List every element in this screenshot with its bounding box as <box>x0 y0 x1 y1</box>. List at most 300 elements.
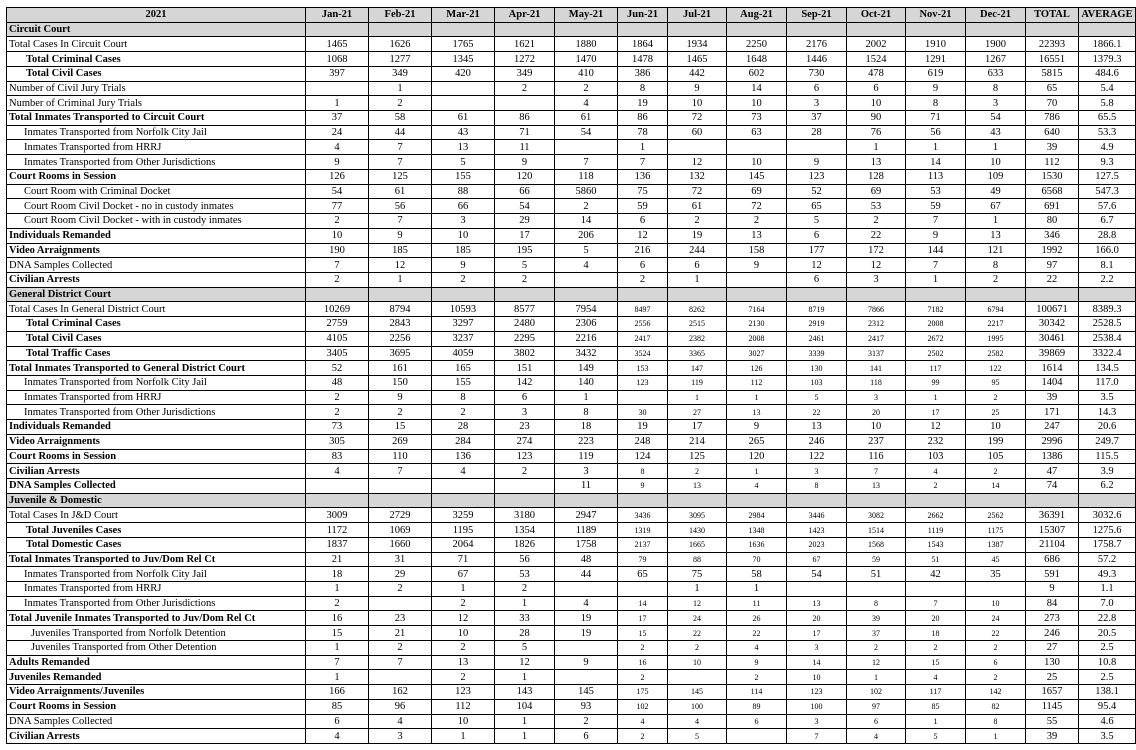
table-cell: 49 <box>966 184 1026 199</box>
table-cell <box>668 140 727 155</box>
table-cell: 3 <box>432 214 495 229</box>
table-cell: 52 <box>306 361 369 376</box>
table-cell: 3695 <box>369 346 432 361</box>
table-cell: 88 <box>668 552 727 567</box>
table-cell: 12 <box>495 655 555 670</box>
table-cell: 14 <box>787 655 847 670</box>
table-cell: 104 <box>495 699 555 714</box>
table-cell: 112 <box>1026 155 1079 170</box>
table-cell: 9 <box>727 655 787 670</box>
table-cell: 2 <box>306 596 369 611</box>
table-cell: 15 <box>618 626 668 641</box>
table-cell: 15 <box>369 420 432 435</box>
table-cell: 3137 <box>847 346 906 361</box>
table-cell: 1 <box>906 714 966 729</box>
section-title: Juvenile & Domestic <box>7 493 306 508</box>
table-cell: 1275.6 <box>1079 523 1136 538</box>
row-label: Court Rooms in Session <box>7 699 306 714</box>
column-header: Oct-21 <box>847 8 906 23</box>
table-cell <box>432 479 495 494</box>
table-cell: 1354 <box>495 523 555 538</box>
table-cell: 13 <box>847 155 906 170</box>
table-cell: 2984 <box>727 508 787 523</box>
table-cell: 2562 <box>966 508 1026 523</box>
table-cell: 52 <box>787 184 847 199</box>
table-cell: 145 <box>555 685 618 700</box>
table-cell: 177 <box>787 243 847 258</box>
table-cell <box>306 22 369 37</box>
row-label: Video Arraignments <box>7 243 306 258</box>
table-cell: 10 <box>727 155 787 170</box>
table-cell: 100 <box>668 699 727 714</box>
table-cell: 1 <box>432 582 495 597</box>
table-cell: 140 <box>555 375 618 390</box>
table-cell: 8 <box>787 479 847 494</box>
table-cell <box>906 493 966 508</box>
table-cell: 4059 <box>432 346 495 361</box>
table-cell: 22393 <box>1026 37 1079 52</box>
table-cell: 100671 <box>1026 302 1079 317</box>
table-cell: 8 <box>966 714 1026 729</box>
table-cell: 155 <box>432 375 495 390</box>
table-cell: 9 <box>1026 582 1079 597</box>
table-row <box>7 37 1136 52</box>
table-cell <box>966 582 1026 597</box>
table-cell: 1430 <box>668 523 727 538</box>
table-cell: 386 <box>618 66 668 81</box>
table-cell: 151 <box>495 361 555 376</box>
table-cell: 5860 <box>555 184 618 199</box>
table-cell <box>369 22 432 37</box>
table-cell: 247 <box>1026 420 1079 435</box>
table-row <box>7 96 1136 111</box>
table-row <box>7 375 1136 390</box>
table-cell: 17 <box>618 611 668 626</box>
row-label: Total Domestic Cases <box>7 537 306 552</box>
table-row <box>7 405 1136 420</box>
table-row <box>7 302 1136 317</box>
table-row <box>7 199 1136 214</box>
table-cell: 1880 <box>555 37 618 52</box>
table-cell: 55 <box>1026 714 1079 729</box>
table-cell: 28 <box>787 125 847 140</box>
table-cell: 102 <box>618 699 668 714</box>
table-cell: 17 <box>787 626 847 641</box>
table-cell: 3095 <box>668 508 727 523</box>
table-row <box>7 699 1136 714</box>
table-cell: 73 <box>306 420 369 435</box>
table-cell: 7 <box>306 655 369 670</box>
table-cell: 619 <box>906 66 966 81</box>
table-cell: 3432 <box>555 346 618 361</box>
column-header: Jun-21 <box>618 8 668 23</box>
table-cell: 3297 <box>432 317 495 332</box>
table-cell: 7 <box>555 155 618 170</box>
table-cell: 484.6 <box>1079 66 1136 81</box>
table-cell: 6 <box>618 214 668 229</box>
table-cell: 65 <box>787 199 847 214</box>
table-cell: 69 <box>727 184 787 199</box>
table-cell: 1648 <box>727 52 787 67</box>
table-cell: 21104 <box>1026 537 1079 552</box>
table-cell: 1758 <box>555 537 618 552</box>
table-cell: 39 <box>1026 729 1079 744</box>
table-cell: 1665 <box>668 537 727 552</box>
table-cell: 2 <box>668 464 727 479</box>
table-cell: 24 <box>668 611 727 626</box>
table-row <box>7 596 1136 611</box>
table-cell: 16 <box>306 611 369 626</box>
table-cell: 14 <box>727 81 787 96</box>
table-row <box>7 611 1136 626</box>
table-cell: 22 <box>668 626 727 641</box>
table-cell: 1995 <box>966 331 1026 346</box>
table-cell: 126 <box>306 169 369 184</box>
table-cell: 2 <box>432 405 495 420</box>
table-cell: 1175 <box>966 523 1026 538</box>
table-cell: 1.1 <box>1079 582 1136 597</box>
table-cell <box>618 390 668 405</box>
table-cell: 12 <box>432 611 495 626</box>
table-cell: 7 <box>906 258 966 273</box>
table-cell: 9 <box>727 258 787 273</box>
table-cell: 37 <box>306 111 369 126</box>
table-cell: 1530 <box>1026 169 1079 184</box>
table-cell: 10 <box>727 96 787 111</box>
table-cell: 5 <box>495 258 555 273</box>
table-row <box>7 434 1136 449</box>
table-cell: 65 <box>1026 81 1079 96</box>
table-cell <box>1079 493 1136 508</box>
table-row <box>7 626 1136 641</box>
table-cell: 23 <box>369 611 432 626</box>
table-cell: 7 <box>906 214 966 229</box>
table-cell: 85 <box>906 699 966 714</box>
table-cell: 59 <box>618 199 668 214</box>
table-cell: 1621 <box>495 37 555 52</box>
table-cell: 12 <box>369 258 432 273</box>
table-cell: 1470 <box>555 52 618 67</box>
table-cell: 119 <box>668 375 727 390</box>
table-cell <box>555 582 618 597</box>
table-cell <box>369 670 432 685</box>
table-cell: 1758.7 <box>1079 537 1136 552</box>
table-cell: 640 <box>1026 125 1079 140</box>
table-cell: 172 <box>847 243 906 258</box>
table-cell: 56 <box>369 199 432 214</box>
table-row <box>7 582 1136 597</box>
table-cell: 165 <box>432 361 495 376</box>
row-label: Inmates Transported from Norfolk City Jail <box>7 125 306 140</box>
table-cell: 161 <box>369 361 432 376</box>
row-label: Total Criminal Cases <box>7 52 306 67</box>
table-cell: 2515 <box>668 317 727 332</box>
table-cell: 1910 <box>906 37 966 52</box>
table-cell: 75 <box>668 567 727 582</box>
table-cell: 2 <box>555 81 618 96</box>
table-cell <box>1079 287 1136 302</box>
table-cell: 141 <box>847 361 906 376</box>
table-cell: 10 <box>432 626 495 641</box>
row-label: Total Civil Cases <box>7 331 306 346</box>
table-cell: 8 <box>618 81 668 96</box>
table-cell: 3009 <box>306 508 369 523</box>
table-cell: 103 <box>906 449 966 464</box>
table-cell: 7 <box>906 596 966 611</box>
section-title: Circuit Court <box>7 22 306 37</box>
table-cell: 10 <box>787 670 847 685</box>
table-cell <box>555 640 618 655</box>
table-cell: 8 <box>555 405 618 420</box>
table-cell: 1 <box>306 96 369 111</box>
table-cell: 12 <box>906 420 966 435</box>
table-cell: 2 <box>668 640 727 655</box>
table-cell: 113 <box>906 169 966 184</box>
table-cell: 6 <box>668 258 727 273</box>
table-cell: 1514 <box>847 523 906 538</box>
column-header: Nov-21 <box>906 8 966 23</box>
table-row <box>7 714 1136 729</box>
row-label: Court Room with Criminal Docket <box>7 184 306 199</box>
table-cell: 2 <box>495 464 555 479</box>
table-cell: 1 <box>495 714 555 729</box>
table-cell: 30 <box>618 405 668 420</box>
table-cell: 2 <box>432 670 495 685</box>
table-cell <box>668 670 727 685</box>
table-cell: 56 <box>906 125 966 140</box>
table-cell: 1195 <box>432 523 495 538</box>
table-cell: 29 <box>495 214 555 229</box>
table-cell <box>369 493 432 508</box>
table-cell: 2 <box>306 272 369 287</box>
table-cell: 147 <box>668 361 727 376</box>
table-cell <box>668 287 727 302</box>
table-cell: 3405 <box>306 346 369 361</box>
table-row <box>7 729 1136 744</box>
table-cell: 3446 <box>787 508 847 523</box>
table-cell: 2 <box>966 390 1026 405</box>
table-cell: 2 <box>906 479 966 494</box>
table-cell: 2672 <box>906 331 966 346</box>
table-cell: 39 <box>1026 140 1079 155</box>
table-cell: 273 <box>1026 611 1079 626</box>
table-cell: 66 <box>432 199 495 214</box>
table-cell: 1446 <box>787 52 847 67</box>
table-cell: 1145 <box>1026 699 1079 714</box>
table-cell: 9 <box>369 390 432 405</box>
table-cell: 4.9 <box>1079 140 1136 155</box>
table-cell <box>966 22 1026 37</box>
table-cell: 185 <box>369 243 432 258</box>
table-cell: 19 <box>618 420 668 435</box>
table-cell: 19 <box>555 626 618 641</box>
table-cell: 95 <box>966 375 1026 390</box>
table-cell: 8389.3 <box>1079 302 1136 317</box>
table-cell: 691 <box>1026 199 1079 214</box>
table-cell: 2217 <box>966 317 1026 332</box>
table-cell: 57.6 <box>1079 199 1136 214</box>
table-cell: 2502 <box>906 346 966 361</box>
table-cell: 3032.6 <box>1079 508 1136 523</box>
table-cell: 8.1 <box>1079 258 1136 273</box>
table-cell: 1 <box>668 272 727 287</box>
table-row <box>7 169 1136 184</box>
table-cell: 2 <box>555 714 618 729</box>
table-cell: 2582 <box>966 346 1026 361</box>
table-cell: 128 <box>847 169 906 184</box>
table-cell: 8497 <box>618 302 668 317</box>
table-cell: 8577 <box>495 302 555 317</box>
table-row <box>7 184 1136 199</box>
table-cell: 78 <box>618 125 668 140</box>
table-cell: 2 <box>618 729 668 744</box>
section-title: General District Court <box>7 287 306 302</box>
table-cell <box>727 729 787 744</box>
table-cell: 117 <box>906 361 966 376</box>
table-cell: 1319 <box>618 523 668 538</box>
table-cell: 2 <box>555 199 618 214</box>
table-cell: 82 <box>966 699 1026 714</box>
table-cell: 9 <box>495 155 555 170</box>
row-label: Civilian Arrests <box>7 729 306 744</box>
table-cell: 8 <box>618 464 668 479</box>
table-cell: 2 <box>369 640 432 655</box>
table-cell: 130 <box>787 361 847 376</box>
table-cell: 1 <box>306 582 369 597</box>
table-cell: 86 <box>618 111 668 126</box>
table-cell: 115.5 <box>1079 449 1136 464</box>
table-cell: 2 <box>618 272 668 287</box>
table-cell <box>787 140 847 155</box>
table-cell: 123 <box>787 169 847 184</box>
table-cell: 3082 <box>847 508 906 523</box>
table-cell <box>847 287 906 302</box>
table-cell: 70 <box>1026 96 1079 111</box>
row-label: Inmates Transported from Other Jurisdictions <box>7 155 306 170</box>
table-cell: 35 <box>966 567 1026 582</box>
table-cell: 1291 <box>906 52 966 67</box>
table-cell: 2 <box>727 214 787 229</box>
row-label: Individuals Remanded <box>7 420 306 435</box>
table-cell: 265 <box>727 434 787 449</box>
table-cell: 53 <box>847 199 906 214</box>
table-cell: 16551 <box>1026 52 1079 67</box>
table-cell: 97 <box>1026 258 1079 273</box>
table-cell: 15 <box>306 626 369 641</box>
table-cell: 28 <box>432 420 495 435</box>
table-cell: 2 <box>618 640 668 655</box>
table-cell <box>847 493 906 508</box>
table-cell: 4 <box>306 729 369 744</box>
table-row <box>7 508 1136 523</box>
row-label: Video Arraignments/Juveniles <box>7 685 306 700</box>
table-cell: 2 <box>495 582 555 597</box>
table-cell: 112 <box>432 699 495 714</box>
table-cell: 2528.5 <box>1079 317 1136 332</box>
row-label: Court Room Civil Docket - no in custody inmates <box>7 199 306 214</box>
table-cell: 58 <box>369 111 432 126</box>
table-cell <box>1079 22 1136 37</box>
table-cell: 136 <box>432 449 495 464</box>
table-cell: 1837 <box>306 537 369 552</box>
table-cell: 19 <box>668 228 727 243</box>
table-cell: 23 <box>495 420 555 435</box>
table-cell: 54 <box>495 199 555 214</box>
table-cell: 116 <box>847 449 906 464</box>
table-cell: 44 <box>369 125 432 140</box>
table-cell: 2 <box>847 214 906 229</box>
table-cell: 72 <box>668 111 727 126</box>
table-cell: 1 <box>369 272 432 287</box>
table-cell: 12 <box>847 258 906 273</box>
row-label: Total Traffic Cases <box>7 346 306 361</box>
table-cell <box>555 287 618 302</box>
table-cell: 71 <box>906 111 966 126</box>
table-cell: 12 <box>847 655 906 670</box>
row-label: Total Inmates Transported to Juv/Dom Rel Ct <box>7 552 306 567</box>
table-cell: 86 <box>495 111 555 126</box>
table-cell: 5 <box>668 729 727 744</box>
table-cell: 1 <box>966 214 1026 229</box>
table-cell: 1 <box>727 390 787 405</box>
table-cell: 214 <box>668 434 727 449</box>
table-cell <box>966 287 1026 302</box>
table-cell: 21 <box>369 626 432 641</box>
table-cell: 3 <box>787 640 847 655</box>
table-cell: 22 <box>787 405 847 420</box>
table-row <box>7 243 1136 258</box>
table-row <box>7 479 1136 494</box>
table-cell: 31 <box>369 552 432 567</box>
table-cell: 7 <box>787 729 847 744</box>
table-cell: 120 <box>727 449 787 464</box>
table-cell: 4 <box>847 729 906 744</box>
table-cell: 1172 <box>306 523 369 538</box>
table-cell: 39 <box>1026 390 1079 405</box>
court-statistics-table <box>6 7 1136 744</box>
table-cell: 478 <box>847 66 906 81</box>
table-cell: 3365 <box>668 346 727 361</box>
table-cell: 1465 <box>306 37 369 52</box>
table-cell: 21 <box>306 552 369 567</box>
table-cell: 3524 <box>618 346 668 361</box>
table-cell: 1826 <box>495 537 555 552</box>
column-header: Sep-21 <box>787 8 847 23</box>
table-cell: 4 <box>727 479 787 494</box>
table-cell: 5 <box>432 155 495 170</box>
table-cell: 1 <box>847 140 906 155</box>
table-cell: 2 <box>369 96 432 111</box>
table-cell <box>1026 493 1079 508</box>
table-cell: 47 <box>1026 464 1079 479</box>
table-cell: 6 <box>787 228 847 243</box>
row-label: Juveniles Remanded <box>7 670 306 685</box>
table-cell <box>1026 287 1079 302</box>
table-body <box>7 22 1136 743</box>
table-cell: 158 <box>727 243 787 258</box>
row-label: DNA Samples Collected <box>7 714 306 729</box>
table-cell: 1 <box>369 81 432 96</box>
table-cell: 27 <box>1026 640 1079 655</box>
row-label: Total Cases In Circuit Court <box>7 37 306 52</box>
table-cell: 2 <box>668 214 727 229</box>
table-cell: 6 <box>727 714 787 729</box>
row-label: Inmates Transported from Norfolk City Jail <box>7 375 306 390</box>
table-cell: 110 <box>369 449 432 464</box>
table-cell: 1 <box>727 464 787 479</box>
table-cell <box>1026 22 1079 37</box>
row-label: Civilian Arrests <box>7 272 306 287</box>
